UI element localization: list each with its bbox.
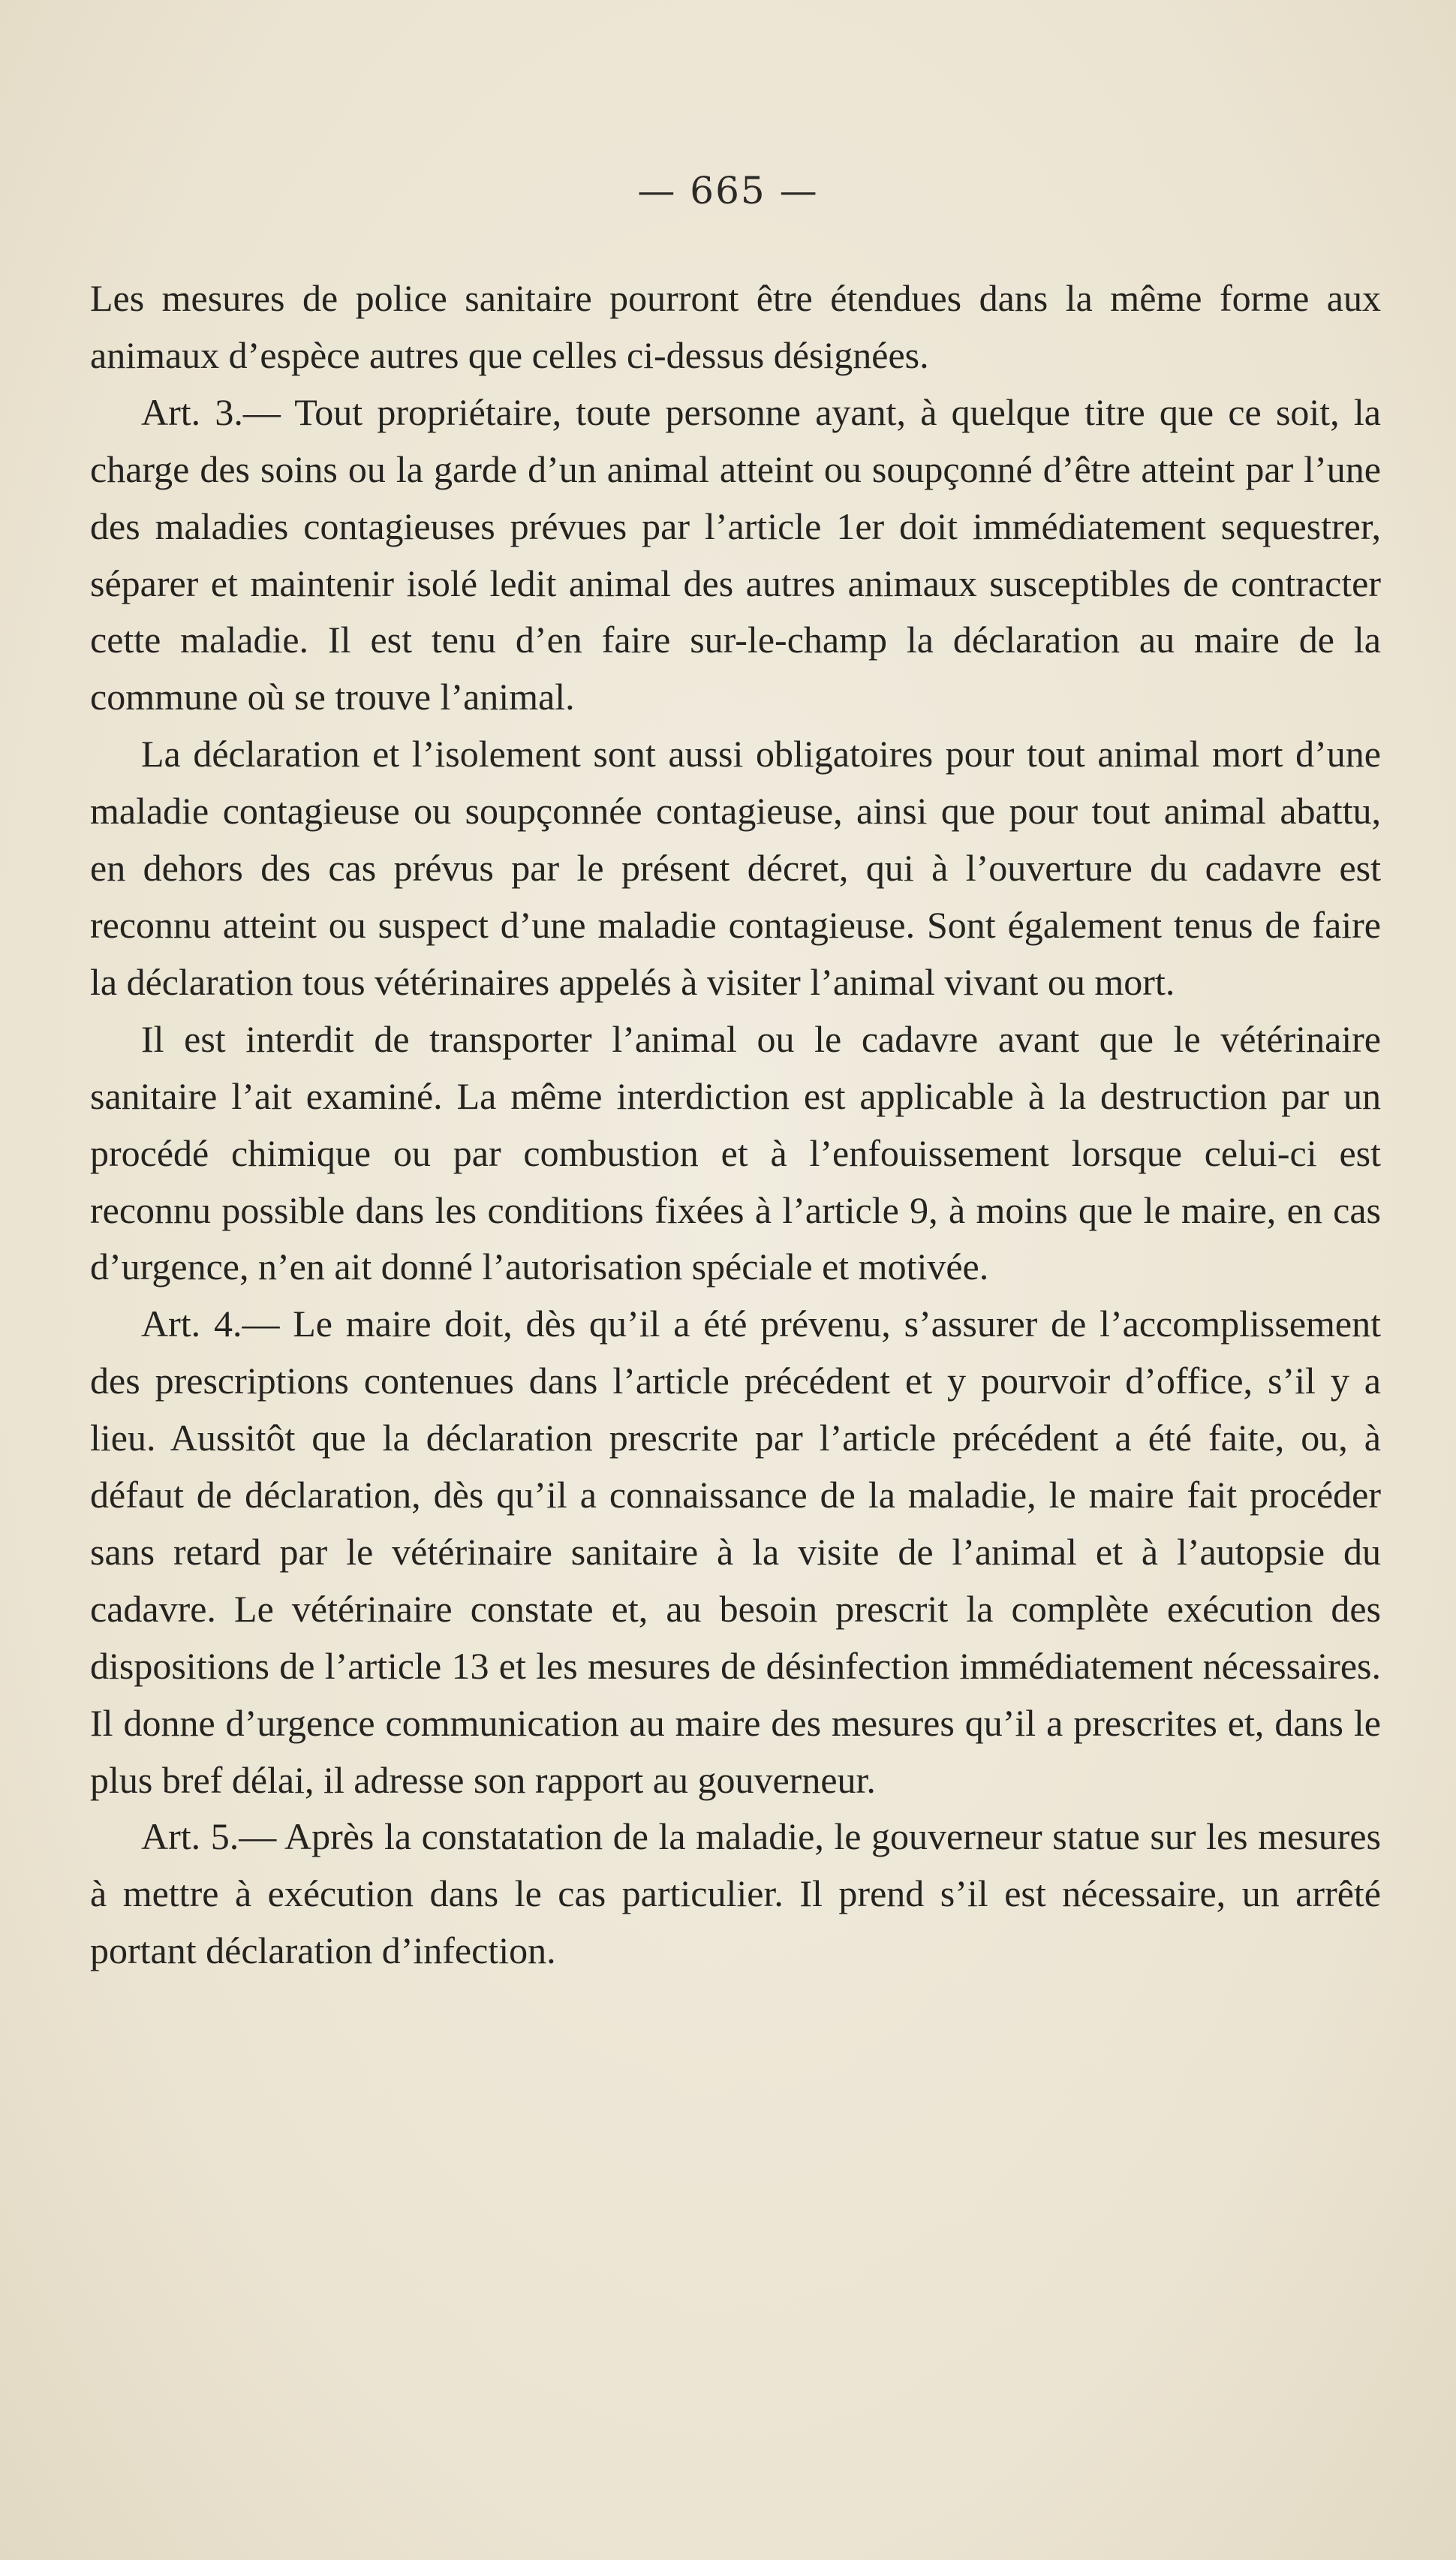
paragraph-transport-interdiction: Il est interdit de transporter l’animal ou le cadavre avant que le vétérinaire sanitaire l’ait examiné. La même interdiction est applicable à la destruction par un procédé chimique ou par combustion et à l’enfouissement lorsque celui-ci est reconnu possible dans les conditions fixées à l’article 9, à moins que le maire, en cas d’urgence, n’en ait donné l’autorisation spéciale et motivée. (90, 1017, 1381, 1288)
paragraph-article-4: Art. 4.— Le maire doit, dès qu’il a été prévenu, s’assurer de l’accomplissement des prescriptions contenues dans l’article précédent et y pourvoir d’office, s’il y a lieu. Aussitôt que la déclaration prescrite par l’article précédent a été faite, ou, à défaut de déclaration, dès qu’il a connaissance de la maladie, le maire fait procéder sans retard par le vétérinaire sanitaire à la visite de l’animal et à l’autopsie du cadavre. Le vétérinaire constate et, au besoin prescrit la complète exécution des dispositions de l’article 13 et les mesures de désinfection immédiatement nécessaires. Il donne d’urgence communication au maire des mesures qu’il a prescrites et, dans le plus bref délai, il adresse son rapport au gouverneur. (90, 1303, 1381, 1801)
body-text (90, 270, 1381, 1980)
paragraph-intro: Les mesures de police sanitaire pourront être étendues dans la même forme aux animaux d’espèce autres que celles ci-dessus désignées. (90, 277, 1381, 376)
paragraph-article-3: Art. 3.— Tout propriétaire, toute personne ayant, à quelque titre que ce soit, la charge des soins ou la garde d’un animal atteint ou soupçonné d’être atteint par l’une des maladies contagieuses prévues par l’article 1er doit immédiatement sequestrer, séparer et maintenir isolé ledit animal des autres animaux susceptibles de contracter cette maladie. Il est tenu d’en faire sur-le-champ la déclaration au maire de la commune où se trouve l’animal. (90, 390, 1381, 718)
paragraph-article-5: Art. 5.— Après la constatation de la maladie, le gouverneur statue sur les mesures à mettre à exécution dans le cas particulier. Il prend s’il est nécessaire, un arrêté portant déclaration d’infection. (90, 1815, 1381, 1972)
page-number: — 665 — (637, 169, 819, 212)
paragraph-declaration: La déclaration et l’isolement sont aussi obligatoires pour tout animal mort d’une maladie contagieuse ou soupçonnée contagieuse, ainsi que pour tout animal abattu, en dehors des cas prévus par le présent décret, qui à l’ouverture du cadavre est reconnu atteint ou suspect d’une maladie contagieuse. Sont également tenus de faire la déclaration tous vétérinaires appelés à visiter l’animal vivant ou mort. (90, 733, 1381, 1003)
